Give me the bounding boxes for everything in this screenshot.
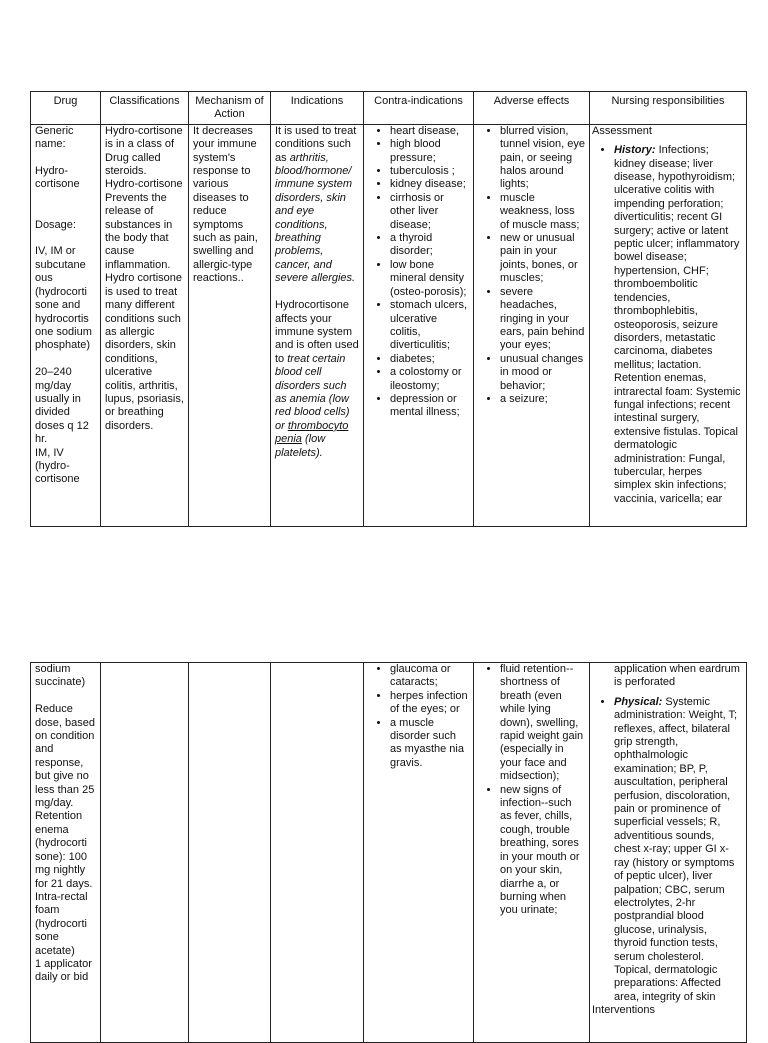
nursing-continued: application when eardrum is perforated	[614, 663, 740, 689]
contraindications-list	[368, 125, 469, 420]
contraindication-item: • tuberculosis ;	[390, 165, 469, 178]
drug-cell: Generic name: Hydro-cortisone Dosage: IV, IM or subcutane ous (hydrocorti sone and hydrocortis one sodium phosphate) 20–240 mg/day usually in divided doses q 12 hr. IM, IV (hydro-cortisone	[31, 124, 101, 526]
header-row	[31, 92, 747, 125]
contraindication-item: • low bone mineral density (osteo-porosis);	[390, 259, 469, 299]
indication-platelets: (low platelets).	[275, 433, 326, 459]
drug-study-table-page-2	[30, 662, 747, 1043]
header-nursing: Nursing responsibilities	[590, 92, 747, 125]
drug-cell: sodium succinate) Reduce dose, based on condition and response, but give no less than 25 mg/day. Retention enema (hydrocorti sone): 100 mg nightly for 21 days. Intra-rectal foam (hydrocorti sone acetate) 1 applicator daily or bid	[31, 663, 101, 1043]
indications-cell	[271, 124, 364, 526]
adverse-effect-item: • fluid retention--shortness of breath (even while lying down), swelling, rapid weight gain (especially in your face and midsection);	[500, 663, 585, 784]
indication-or: or	[275, 419, 288, 432]
contraindication-item: • a thyroid disorder;	[390, 232, 469, 259]
adverse-effect-item: • blurred vision, tunnel vision, eye pain, or seeing halos around lights;	[500, 125, 585, 192]
nursing-list	[592, 144, 742, 506]
drug-study-table-page-1	[30, 91, 747, 527]
contraindication-item: • high blood pressure;	[390, 138, 469, 165]
history-item	[614, 144, 742, 506]
adverse-effects-cell	[474, 663, 590, 1043]
history-label: History:	[614, 144, 656, 157]
contraindication-item: • stomach ulcers, ulcerative colitis, diverticulitis;	[390, 299, 469, 353]
history-text: Infections; kidney disease; liver disease, hypothyroidism; ulcerative colitis with impending perforation; diverticulitis; recent GI surgery; active or latent peptic ulcer; inflammatory bowel disease; hypertension, CHF; thromboembolitic tendencies, thrombophlebitis, osteoporosis, seizure disorders, metastatic carcinoma, diabetes mellitus; lactation. Retention enemas, intrarectal foam: Systemic fungal infections; recent intestinal surgery, extensive fistulas. Topical dermatologic administration: Fungal, tubercular, herpes simplex skin infections; vaccinia, varicella; ear	[614, 144, 741, 505]
header-indications: Indications	[271, 92, 364, 125]
assessment-heading: Assessment	[592, 124, 652, 137]
adverse-effect-item: • muscle weakness, loss of muscle mass;	[500, 192, 585, 232]
contraindication-item: • a colostomy or ileostomy;	[390, 366, 469, 393]
adverse-effects-cell	[474, 124, 590, 526]
adverse-effect-item: • unusual changes in mood or behavior;	[500, 353, 585, 393]
nursing-cell	[590, 663, 747, 1043]
adverse-effect-item: • severe headaches, ringing in your ears, pain behind your eyes;	[500, 286, 585, 353]
indication-text: It is used to treat conditions such as	[275, 124, 357, 164]
contraindication-item: • glaucoma or cataracts;	[390, 663, 469, 690]
nursing-list	[592, 696, 742, 1004]
indication-conditions: arthritis, blood/hormone/ immune system disorders, skin and eye conditions, breathing problems, cancer, and severe allergies.	[275, 151, 356, 285]
mechanism-cell: It decreases your immune system's response to various diseases to reduce symptoms such as pain, swelling and allergic-type reactions..	[189, 124, 271, 526]
header-contraindications: Contra-indications	[364, 92, 474, 125]
classifications-cell: Hydro-cortisone is in a class of Drug called steroids. Hydro-cortisone Prevents the release of substances in the body that cause inflammation. Hydro cortisone is used to treat many different conditions such as allergic disorders, skin conditions, ulcerative colitis, arthritis, lupus, psoriasis, or breathing disorders.	[101, 124, 189, 526]
adverse-effect-item: • new signs of infection--such as fever, chills, cough, trouble breathing, sores in your mouth or on your skin, diarrhe a, or burning when you urinate;	[500, 784, 585, 918]
table-row	[31, 124, 747, 526]
contraindications-cell	[364, 663, 474, 1043]
contraindication-item: • heart disease,	[390, 125, 469, 138]
adverse-effect-item: • a seizure;	[500, 393, 585, 406]
indication-text-2: Hydrocortisone affects your immune system and is often used to	[275, 299, 359, 365]
contraindication-item: • kidney disease;	[390, 178, 469, 191]
physical-label: Physical:	[614, 695, 663, 708]
physical-text: Systemic administration: Weight, T; reflexes, affect, bilateral grip strength, ophthalmologic examination; BP, P, auscultation, peripheral perfusion, discoloration, pain or prominence of superficial vessels; R, adventitious sounds, chest x-ray; upper GI x-ray (history or symptoms of peptic ulcer), liver palpation; CBC, serum electrolytes, 2-hr postprandial blood glucose, urinalysis, thyroid function tests, serum cholesterol. Topical, dermatologic preparations: Affected area, integrity of skin	[614, 695, 738, 1003]
nursing-cell	[590, 124, 747, 526]
thrombocytopenia-link[interactable]: thrombocyto penia	[275, 419, 349, 446]
header-adverse-effects: Adverse effects	[474, 92, 590, 125]
contraindications-cell	[364, 124, 474, 526]
header-mechanism: Mechanism of Action	[189, 92, 271, 125]
header-classifications: Classifications	[101, 92, 189, 125]
contraindication-item: • cirrhosis or other liver disease;	[390, 192, 469, 232]
contraindication-item: • depression or mental illness;	[390, 393, 469, 420]
contraindication-item: • diabetes;	[390, 353, 469, 366]
contraindications-list	[368, 663, 469, 770]
adverse-effect-item: • new or unusual pain in your joints, bones, or muscles;	[500, 232, 585, 286]
contraindication-item: • herpes infection of the eyes; or	[390, 690, 469, 717]
header-drug: Drug	[31, 92, 101, 125]
physical-item	[614, 696, 742, 1004]
table-row	[31, 663, 747, 1043]
indications-cell	[271, 663, 364, 1043]
mechanism-cell	[189, 663, 271, 1043]
adverse-effects-list	[478, 663, 585, 918]
contraindication-item: • a muscle disorder such as myasthe nia gravis.	[390, 717, 469, 771]
adverse-effects-list	[478, 125, 585, 407]
classifications-cell	[101, 663, 189, 1043]
indication-blood-disorders: treat certain blood cell disorders such as anemia (low red blood cells)	[275, 352, 350, 419]
interventions-heading: Interventions	[592, 1004, 655, 1017]
